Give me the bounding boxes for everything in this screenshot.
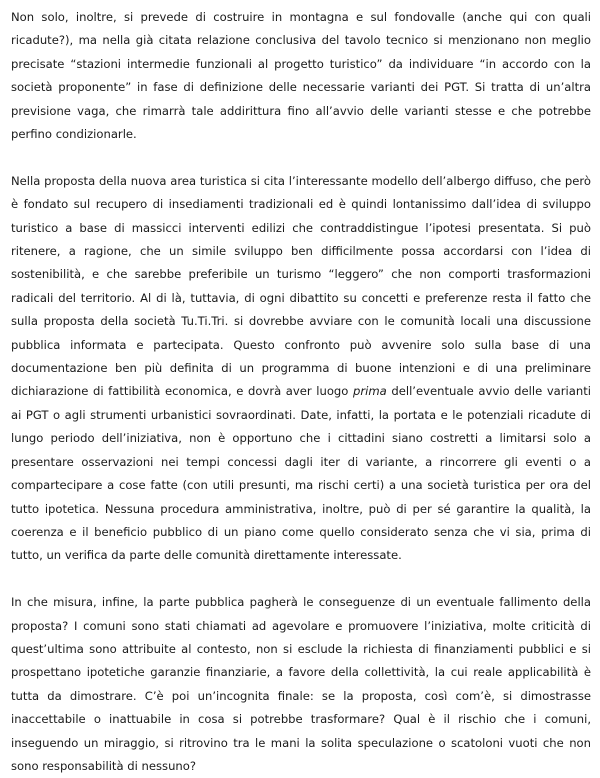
paragraph-parte-pubblica (11, 591, 591, 778)
paragraph-text: Non solo, inoltre, si prevede di costruire in montagna e sul fondovalle (anche qui con quali ricadute?), ma nella già citata relazione conclusiva del tavolo tecnico si menzionano non meglio precisate “stazioni intermedie funzionali al progetto turistico” da individuare “in accordo con la società proponente” in fase di definizione delle necessarie varianti dei PGT. Si tratta di un’altra previsione vaga, che rimarrà tale addirittura fino all’avvio delle varianti stesse e che potrebbe perfino condizionarle. (11, 10, 591, 142)
paragraph-albergo-diffuso (11, 170, 591, 568)
document-page (11, 6, 591, 778)
paragraph-text: In che misura, infine, la parte pubblica pagherà le conseguenze di un eventuale fallimento della proposta? I comuni sono stati chiamati ad agevolare e promuovere l’iniziativa, molte criticità di quest’ultima sono attribuite al contesto, non si esclude la richiesta di finanziamenti pubblici e si prospettano ipotetiche garanzie finanziarie, a favore della collettività, la cui reale applicabilità è tutta da dimostrare. C’è poi un’incognita finale: se la proposta, così com’è, si dimostrasse inaccettabile o inattuabile in cosa si potrebbe trasformare? Qual è il rischio che i comuni, inseguendo un miraggio, si ritrovino tra le mani la solita speculazione o scatoloni vuoti che non sono responsabilità di nessuno? (11, 595, 591, 773)
emphasis-prima: prima (353, 384, 387, 399)
paragraph-text: Nella proposta della nuova area turistica si cita l’interessante modello dell’albergo diffuso, che però è fondato sul recupero di insediamenti tradizionali ed è quindi lontanissimo dall’idea di sviluppo turistico a base di massicci interventi edilizi che contraddistingue l’ipotesi presentata. Si può ritenere, a ragione, che un simile sviluppo ben difficilmente possa accordarsi con l’idea di sostenibilità, e che sarebbe preferibile un turismo “leggero” che non comporti trasformazioni radicali del territorio. Al di là, tuttavia, di ogni dibattito su concetti e preferenze resta il fatto che sulla proposta della società Tu.Ti.Tri. si dovrebbe avviare con le comunità locali una discussione pubblica informata e partecipata. Questo confronto può avvenire solo sulla base di una documentazione ben più definita di un programma di buone intenzioni e di una preliminare dichiarazione di fattibilità economica, e dovrà aver luogo (11, 173, 591, 399)
paragraph-stazioni-intermedie (11, 6, 591, 146)
paragraph-text: dell’eventuale avvio delle varianti ai PGT o agli strumenti urbanistici sovraordinati. Date, infatti, la portata e le potenziali ricadute di lungo periodo dell’iniziativa, non è opportuno che i cittadini siano costretti a limitarsi solo a presentare osservazioni nei tempi concessi dagli iter di variante, a rincorrere gli eventi o a compartecipare a cose fatte (con utili presunti, ma rischi certi) a una società turistica per ora del tutto ipotetica. Nessuna procedura amministrativa, inoltre, può di per sé garantire la qualità, la coerenza e il beneficio pubblico di un piano come quello considerato senza che vi sia, prima di tutto, un verifica da parte delle comunità direttamente interessate. (11, 384, 591, 563)
